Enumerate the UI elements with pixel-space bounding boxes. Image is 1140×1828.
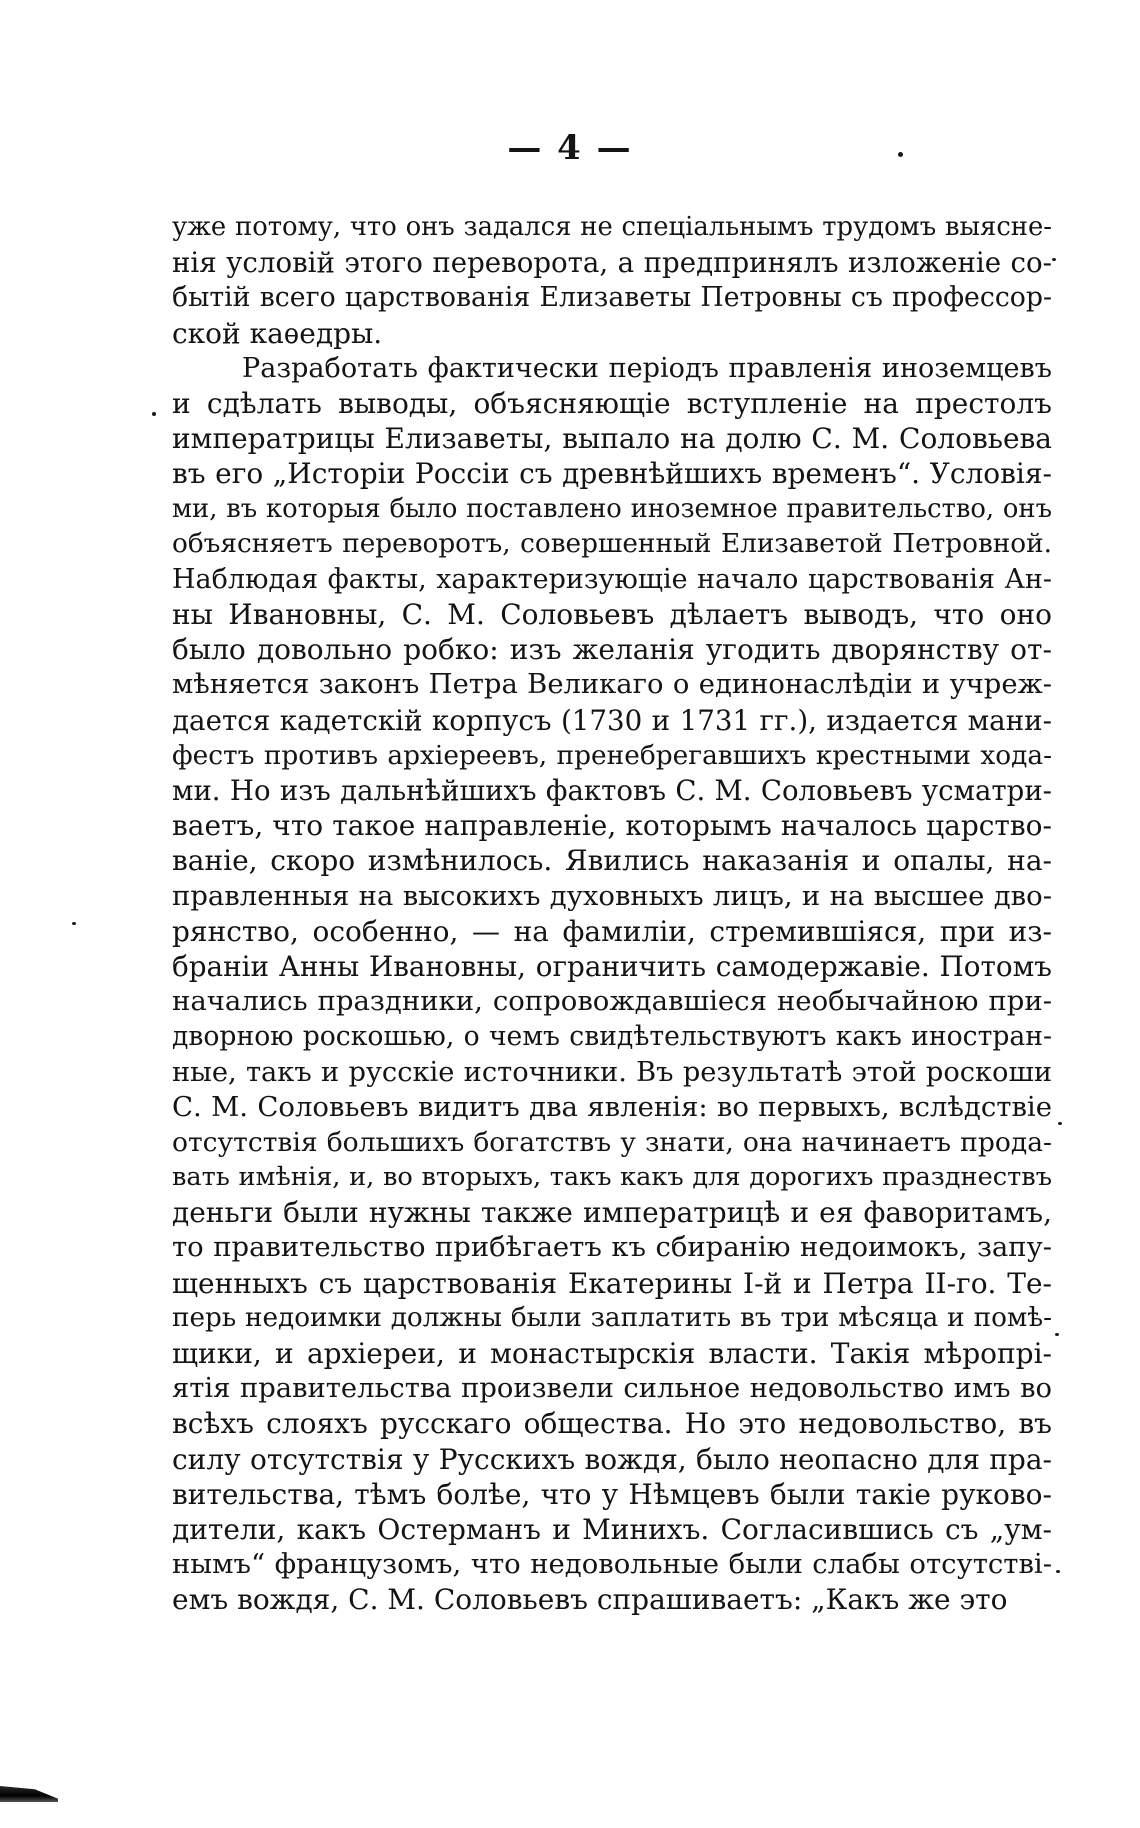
text-line: рянство, особенно, — на фамиліи, стремившіяся, при из- [172, 914, 1052, 948]
text-line: С. М. Соловьевъ видитъ два явленія: во первыхъ, вслѣдствіе [172, 1090, 1052, 1123]
text-line: вать имѣнія, и, во вторыхъ, такъ какъ для дорогихъ празднествъ [172, 1162, 1052, 1193]
text-line: нымъ“ французомъ, что недовольные были слабы отсутстві- [172, 1549, 1052, 1581]
text-line: дается кадетскій корпусъ (1730 и 1731 гг.), издается мани- [172, 703, 1052, 737]
text-line: вительства, тѣмъ болѣе, что у Нѣмцевъ были такіе руково- [172, 1477, 1052, 1511]
scan-speck [1056, 1570, 1060, 1573]
page-number: — 4 — [507, 128, 633, 168]
paragraph-first-line: Разработать фактически періодъ правленія иноземцевъ [242, 352, 1052, 384]
text-line: мѣняется законъ Петра Великаго о единонаслѣдіи и учреж- [172, 669, 1052, 701]
text-line: объясняетъ переворотъ, совершенный Елизаветой Петровной. [172, 528, 1052, 559]
text-line: всѣхъ слояхъ русскаго общества. Но это недовольство, въ [172, 1407, 1052, 1441]
text-line: ваніе, скоро измѣнилось. Явились наказанія и опалы, на- [172, 844, 1052, 878]
text-line: фестъ противъ архіереевъ, пренебрегавшихъ крестными хода- [172, 739, 1052, 771]
text-line: то правительство прибѣгаетъ къ сбиранію недоимокъ, запу- [172, 1232, 1052, 1264]
text-line: ные, такъ и русскіе источники. Въ результатѣ этой роскоши [172, 1056, 1052, 1088]
text-line: императрицы Елизаветы, выпало на долю С. М. Соловьева [172, 422, 1052, 456]
scan-speck [898, 152, 903, 157]
text-line: ваетъ, что такое направленіе, которымъ началось царство- [172, 809, 1052, 843]
text-line: Наблюдая факты, характеризующіе начало царствованія Ан- [172, 563, 1052, 595]
text-line: начались праздники, сопровождавшіеся необычайною при- [172, 985, 1052, 1018]
text-line: ской каѳедры. [172, 316, 383, 350]
text-line: щенныхъ съ царствованія Екатерины І-й и Петра ІІ-го. Те- [172, 1266, 1052, 1300]
scan-speck [1055, 1333, 1059, 1336]
scan-speck [72, 922, 76, 925]
text-line: силу отсутствія у Русскихъ вождя, было неопасно для пра- [172, 1442, 1052, 1476]
text-line: дители, какъ Остерманъ и Минихъ. Согласившись съ „ум- [172, 1512, 1052, 1546]
text-line: ми, въ которыя было поставлено иноземное правительство, онъ [172, 493, 1052, 524]
text-line: нія условій этого переворота, а предпринялъ изложеніе со- [172, 246, 1052, 280]
scan-speck [1052, 258, 1056, 261]
text-line: ятія правительства произвели сильное недовольство имъ во [172, 1373, 1052, 1405]
text-line: отсутствія большихъ богатствъ у знати, она начинаетъ прода- [172, 1126, 1052, 1158]
body-text [172, 210, 1052, 1618]
text-line: правленныя на высокихъ духовныхъ лицъ, и на высшее дво- [172, 879, 1052, 912]
text-line: емъ вождя, С. М. Соловьевъ спрашиваетъ: „Какъ же это [172, 1583, 1008, 1617]
text-line: дворною роскошью, о чемъ свидѣтельствуютъ какъ иностран- [172, 1021, 1052, 1053]
scan-corner-mark [0, 1786, 58, 1802]
text-line: щики, и архіереи, и монастырскія власти. Такія мѣропрі- [172, 1337, 1052, 1370]
text-line: бытій всего царствованія Елизаветы Петровны съ профессор- [172, 282, 1052, 314]
scan-speck [152, 412, 156, 416]
text-line: ми. Но изъ дальнѣйшихъ фактовъ С. М. Соловьевъ усматри- [172, 774, 1052, 807]
text-line: въ его „Исторіи Россіи съ древнѣйшихъ временъ“. Условія- [172, 457, 1052, 491]
text-line: браніи Анны Ивановны, ограничить самодержавіе. Потомъ [172, 949, 1052, 983]
text-line: перь недоимки должны были заплатить въ три мѣсяца и помѣ- [172, 1302, 1052, 1333]
text-line: было довольно робко: изъ желанія угодить дворянству от- [172, 633, 1052, 667]
text-line: и сдѣлать выводы, объясняющіе вступленіе на престолъ [172, 386, 1052, 420]
text-line: деньги были нужны также императрицѣ и ея фаворитамъ, [172, 1196, 1052, 1230]
text-line: уже потому, что онъ задался не спеціальнымъ трудомъ выясне- [172, 212, 1052, 242]
text-line: ны Ивановны, С. М. Соловьевъ дѣлаетъ выводъ, что оно [172, 598, 1052, 632]
scan-speck [1058, 1122, 1062, 1125]
